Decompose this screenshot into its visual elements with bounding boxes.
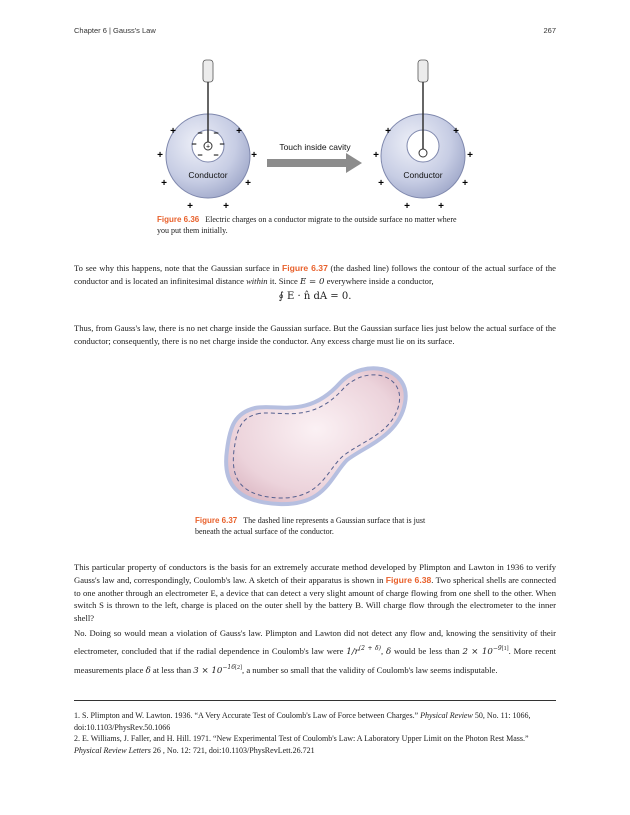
svg-text:+: + <box>161 178 167 189</box>
svg-text:−: − <box>219 139 225 149</box>
right-conductor-label: Conductor <box>403 170 443 180</box>
svg-text:+: + <box>453 126 459 137</box>
figure-6-37-caption <box>195 515 435 537</box>
arrow-label: Touch inside cavity <box>279 142 351 152</box>
svg-text:+: + <box>373 150 379 161</box>
svg-text:+: + <box>385 126 391 137</box>
svg-text:+: + <box>404 201 410 212</box>
figure-6-36-diagram <box>150 56 490 216</box>
svg-text:−: − <box>197 128 203 138</box>
figure-6-36-caption <box>157 214 467 236</box>
paragraph-3: This particular property of conductors is the basis for an extremely accurate method developed by Plimpton and Lawton in 1936 to verify Gauss's law and, correspondingly, Coulomb's law. A sketch of their apparatus is shown in Figure 6.38. Two spherical shells are connected to one another through an electrometer E, a device that can detect a very slight amount of charge flowing from one shell to the other. When switch S is thrown to the left, charge is placed on the outer shell by the battery B. Will charge flow through the electrometer to the inner shell? <box>74 562 556 624</box>
svg-text:−: − <box>213 128 219 138</box>
svg-text:+: + <box>462 178 468 189</box>
svg-text:+: + <box>223 201 229 212</box>
paragraph-4: No. Doing so would mean a violation of Gauss's law. Plimpton and Lawton did not detect any flow and, knowing the sensitivity of their electrometer, concluded that if the radial dependence in Coulomb's law were $1/r^{(2 + \delta)}$, δ would be less than $2 \times 10^{-9[1]}$. More recent measurements place δ at less than $3 \times 10^{-16[2]}$, a number so small that the validity of Coulomb's law seems indisputable. <box>74 628 557 676</box>
math-e-zero: E = 0 <box>300 276 325 287</box>
right-conductor <box>373 60 473 212</box>
figure-6-36-label: Figure 6.36 <box>157 215 200 224</box>
svg-text:+: + <box>251 150 257 161</box>
svg-text:+: + <box>157 150 163 161</box>
page-number: 267 <box>543 26 556 35</box>
figure-6-37-caption-text: The dashed line represents a Gaussian surface that is just beneath the actual surface of the conductor. <box>195 516 426 536</box>
figure-6-38-link[interactable]: Figure 6.38 <box>385 574 432 585</box>
running-header: Chapter 6 | Gauss's Law <box>74 26 156 35</box>
svg-text:+: + <box>236 126 242 137</box>
gauss-equation: ∮ E · n̂ dA = 0. <box>278 291 352 302</box>
paragraph-2: Thus, from Gauss's law, there is no net charge inside the Gaussian surface. But the Gaussian surface lies just below the actual surface of the conductor; consequently, there is no net charge inside the conductor. Any excess charge must lie on its surface. <box>74 323 556 346</box>
svg-text:−: − <box>213 150 219 160</box>
footnote-ref-2[interactable]: [2] <box>235 664 243 671</box>
conductor-blob <box>226 368 406 504</box>
svg-text:+: + <box>205 143 211 151</box>
svg-text:+: + <box>467 150 473 161</box>
svg-text:+: + <box>438 201 444 212</box>
footnote-2: 2. E. Williams, J. Faller, and H. Hill. 1971. “New Experimental Test of Coulomb's Law: A Laboratory Upper Limit on the Photon Rest Mass.” Physical Review Letters 26 , No. 12: 721, doi:10.1103/PhysRevLett.26.721 <box>74 734 529 755</box>
svg-text:+: + <box>187 201 193 212</box>
paragraph-1: To see why this happens, note that the Gaussian surface in Figure 6.37 (the dashed line) follows the contour of the actual surface of the conductor and is located an infinitesimal distance within it. Since E = 0 everywhere inside a conductor, <box>74 263 556 287</box>
left-conductor-label: Conductor <box>188 170 228 180</box>
footnote-divider <box>74 700 556 701</box>
figure-6-37-label: Figure 6.37 <box>195 516 238 525</box>
figure-6-36-caption-text: Electric charges on a conductor migrate to the outside surface no matter where you put them initially. <box>157 215 457 235</box>
svg-text:−: − <box>191 139 197 149</box>
figure-6-37-link[interactable]: Figure 6.37 <box>281 263 328 273</box>
svg-text:+: + <box>245 178 251 189</box>
footnote-ref-1[interactable]: [1] <box>501 646 509 652</box>
svg-text:−: − <box>197 150 203 160</box>
left-conductor <box>157 60 257 212</box>
transfer-arrow <box>267 142 362 173</box>
svg-text:+: + <box>378 178 384 189</box>
footnote-1: 1. S. Plimpton and W. Lawton. 1936. “A Very Accurate Test of Coulomb's Law of Force between Charges.” Physical Review 50, No. 11: 1066, doi:10.1103/PhysRev.50.1066 <box>74 711 531 732</box>
figure-6-37-diagram <box>215 358 415 513</box>
svg-text:+: + <box>170 126 176 137</box>
